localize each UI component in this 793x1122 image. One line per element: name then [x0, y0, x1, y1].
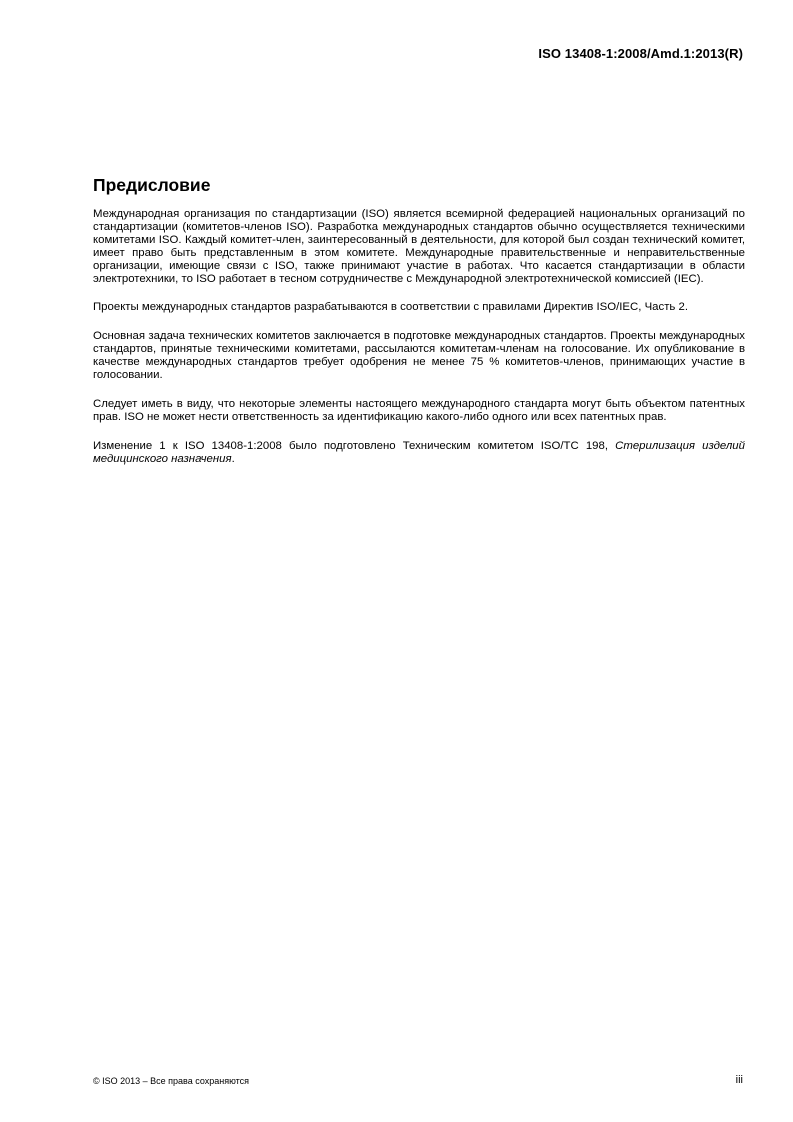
amendment-text: Изменение 1 к ISO 13408-1:2008 было подготовлено Техническим комитетом ISO/TC 198,	[93, 439, 608, 452]
committee-title: Стерилизация изделий медицинского назначения	[93, 439, 745, 465]
copyright-footer: © ISO 2013 – Все права сохраняются	[93, 1076, 250, 1086]
page-number: iii	[735, 1074, 743, 1086]
paragraph-patent-rights: Следует иметь в виду, что некоторые элементы настоящего международного стандарта могут быть объектом патентных прав. ISO не может нести ответственность за идентификацию какого-либо одного или всех патентных прав.	[93, 397, 745, 423]
paragraph-directives: Проекты международных стандартов разрабатываются в соответствии с правилами Директив ISO/IEC, Часть 2.	[93, 301, 689, 314]
paragraph-iso-overview: Международная организация по стандартизации (ISO) является всемирной федерацией национальных организаций по стандартизации (комитетов-членов ISO). Разработка международных стандартов обычно осуществляется техническими комитетами ISO. Каждый комитет-член, заинтересованный в деятельности, для которой был создан технический комитет, имеет право быть представленным в этом комитете. Международные правительственные и неправительственные организации, имеющие связи с ISO, также принимают участие в работах. Что касается стандартизации в области электротехники, то ISO работает в тесном сотрудничестве с Международной электротехнической комиссией (IEC).	[93, 208, 745, 285]
document-code-header: ISO 13408-1:2008/Amd.1:2013(R)	[538, 46, 743, 61]
amendment-end-punct: .	[231, 452, 235, 465]
foreword-body	[93, 208, 745, 482]
section-title: Предисловие	[93, 175, 211, 195]
paragraph-amendment	[93, 440, 745, 466]
paragraph-committee-task: Основная задача технических комитетов заключается в подготовке международных стандартов. Проекты международных стандартов, принятые техническими комитетами, рассылаются комитетам-членам на голосование. Их опубликование в качестве международных стандартов требует одобрения не менее 75 % комитетов-членов, принимающих участие в голосовании.	[93, 330, 745, 382]
